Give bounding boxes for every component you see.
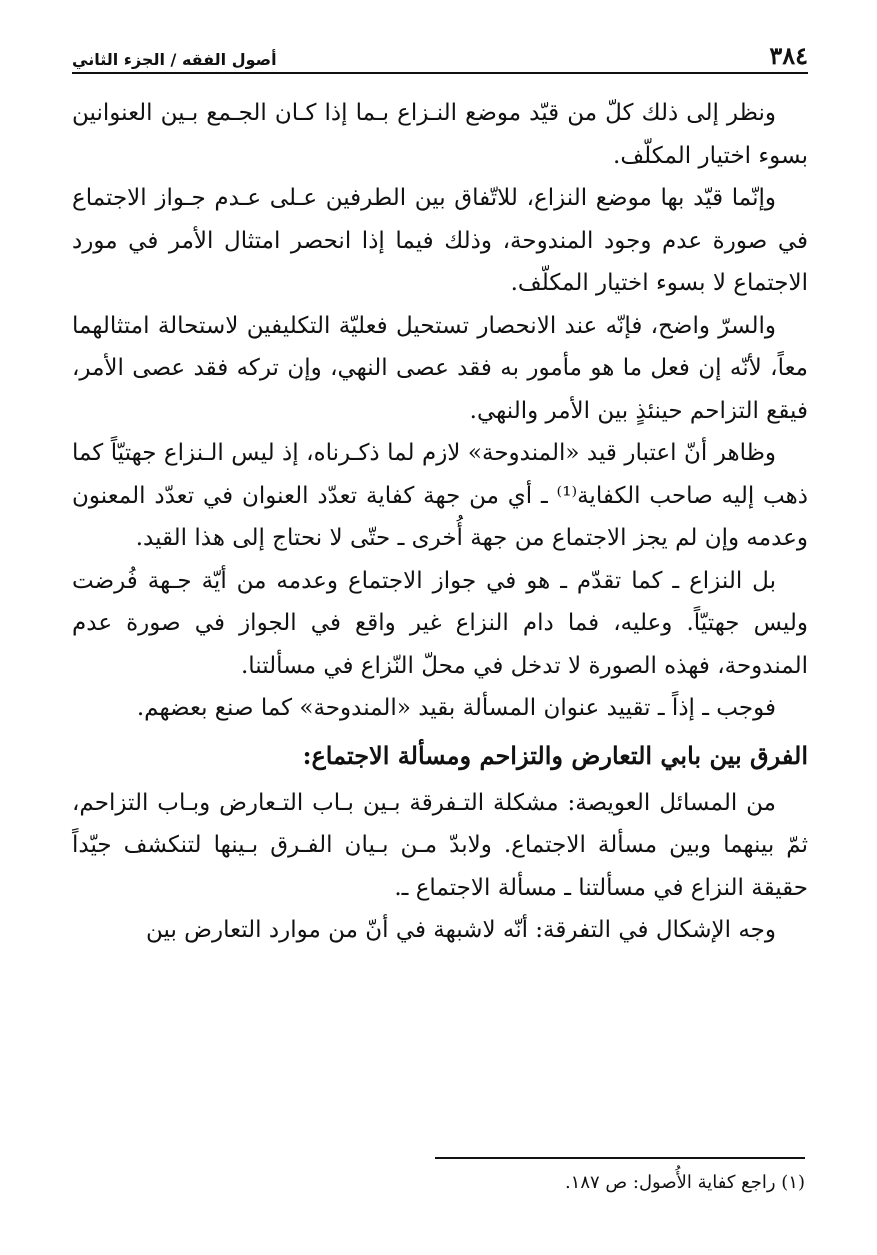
page-number: ٣٨٤ xyxy=(769,41,808,70)
footnote-divider xyxy=(435,1157,805,1159)
body-text xyxy=(72,92,808,952)
paragraph: وإنّما قيّد بها موضع النزاع، للاتّفاق بين الطرفين عـلى عـدم جـواز الاجتماع في صورة عدم وجود المندوحة، وذلك فيما إذا انحصر امتثال الأمر في مورد الاجتماع لا بسوء اختيار المكلّف. xyxy=(72,185,808,296)
paragraph: من المسائل العويصة: مشكلة التـفرقة بـين بـاب التـعارض وبـاب التزاحم، ثمّ بينهما وبين مسألة الاجتماع. ولابدّ مـن بـيان الفـرق بـينها لتنكشف جيّداً حقيقة النزاع في مسألتنا ـ مسألة الاجتماع ـ. xyxy=(72,789,808,901)
section-heading: الفرق بين بابي التعارض والتزاحم ومسألة الاجتماع: xyxy=(302,740,808,770)
paragraph: وجه الإشكال في التفرقة: أنّه لاشبهة في أنّ من موارد التعارض بين xyxy=(146,917,776,943)
footnote: (١) راجع كفاية الأُصول: ص ١٨٧. xyxy=(564,1172,805,1193)
page-header xyxy=(72,34,808,74)
paragraph: وظاهر أنّ اعتبار قيد «المندوحة» لازم لما ذكـرناه، إذ ليس الـنزاع جهتيّاً كما ذهب إليه صاحب الكفاية⁽¹⁾ ـ أي من جهة كفاية تعدّد العنوان في تعدّد المعنون وعدمه وإن لم يجز الاجتماع من جهة أُخرى ـ حتّى لا نحتاج إلى هذا القيد. xyxy=(72,440,808,551)
paragraph: بل النزاع ـ كما تقدّم ـ هو في جواز الاجتماع وعدمه من أيّة جـهة فُرضت وليس جهتيّاً. وعليه، فما دام النزاع غير واقع في الجواز في صورة عدم المندوحة، فهذه الصورة لا تدخل في محلّ النّزاع في مسألتنا. xyxy=(72,567,808,679)
running-head: أصول الفقه / الجزء الثاني xyxy=(72,50,277,69)
paragraph: فوجب ـ إذاً ـ تقييد عنوان المسألة بقيد «المندوحة» كما صنع بعضهم. xyxy=(136,695,776,721)
paragraph: والسرّ واضح، فإنّه عند الانحصار تستحيل فعليّة التكليفين لاستحالة امتثالهما معاً، لأنّه إن فعل ما هو مأمور به فقد عصى النهي، وإن تركه فقد عصى الأمر، فيقع التزاحم حينئذٍ بين الأمر والنهي. xyxy=(72,312,808,424)
paragraph: ونظر إلى ذلك كلّ من قيّد موضع النـزاع بـما إذا كـان الجـمع بـين العنوانين بسوء اختيار المكلّف. xyxy=(72,100,808,169)
